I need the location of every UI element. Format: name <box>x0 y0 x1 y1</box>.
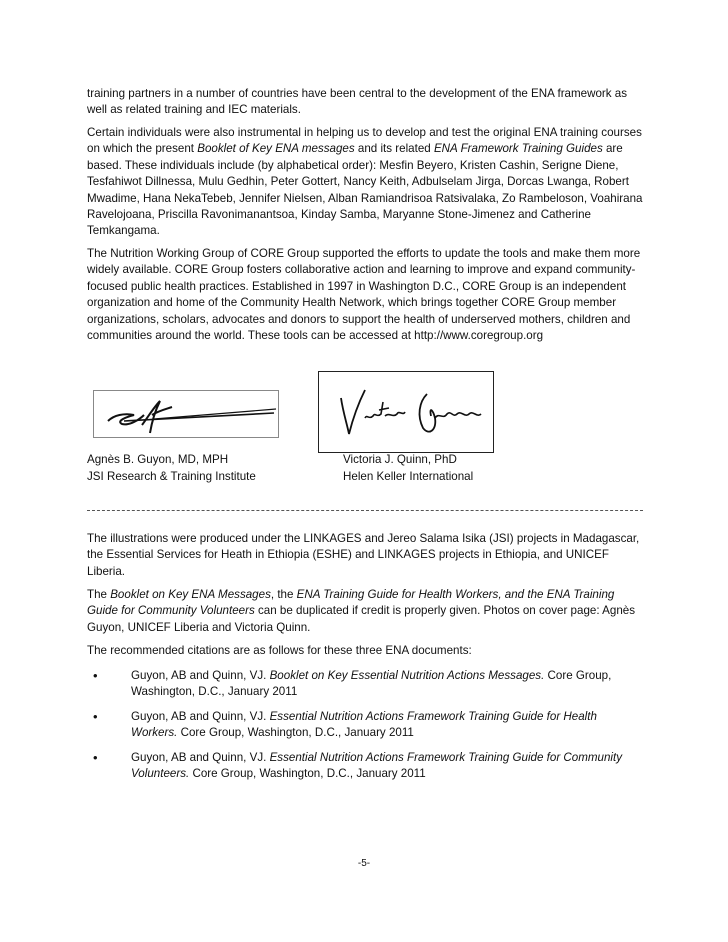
citation-title: Essential Nutrition Actions Framework Training Guide for Community Volunteers. <box>131 751 623 781</box>
signature-guyon <box>94 391 278 437</box>
guides-title: ENA Training Guide for Health Workers, and the ENA Training Guide for Community Volunteers <box>87 588 615 618</box>
booklet-title: Booklet on Key ENA Messages <box>110 588 271 601</box>
signer-right-name: Victoria J. Quinn, PhD <box>343 453 457 466</box>
paragraph-text: The recommended citations are as follows for these three ENA documents: <box>87 644 472 657</box>
text-run: and its related <box>354 142 434 156</box>
text-run: Certain individuals were also instrumental in helping us to develop and test the original ENA training courses on which the present <box>87 126 642 156</box>
citation-title: Essential Nutrition Actions Framework Training Guide for Health Workers. <box>131 710 597 740</box>
bullet-icon: • <box>93 668 98 683</box>
paragraph-text: training partners in a number of countries have been central to the development of the ENA framework as well as related training and IEC materials. <box>87 87 628 117</box>
signer-left-org: JSI Research & Training Institute <box>87 470 256 483</box>
booklet-title: Booklet of Key ENA messages <box>197 142 355 156</box>
paragraph-illustrations <box>87 531 647 580</box>
text-run: can be duplicated if credit is properly given. Photos on cover page: Agnès Guyon, UNICEF Liberia and Victoria Quinn. <box>87 604 636 634</box>
paragraph-text: The Nutrition Working Group of CORE Group supported the efforts to update the tools and make them more widely available. CORE Group fosters collaborative action and learning to improve and expand community-focused public health practices. Established in 1997 in Washington D.C., CORE Group is an independent organization and home of the Community Health Network, which brings together CORE Group member organizations, scholars, advocates and donors to support the health of underserved mothers, children and communities around the world. These tools can be accessed at http://www.coregroup.org <box>87 247 641 343</box>
text-run: Guyon, AB and Quinn, VJ. <box>131 710 270 723</box>
text-run: are based. These individuals include (by alphabetical order): Mesfin Beyero, Kristen Cashin, Serigne Diene, Tesfahiwot Dillnessa, Mulu Gedhin, Peter Gottert, Nancy Keith, Adbulselam Jirga, Dorcas Lwanga, Robert Mwadime, Hana NekaTebeb, Jennifer Nielsen, Alban Ramiandrisoa Ratsivalaka, Zo Rambeloson, Voahirana Ravelojoana, Priscilla Ravonimanantsoa, Kinday Samba, Maryanne Stone-Jimenez and Catherine Temkangama. <box>87 142 643 238</box>
signature-box-right <box>318 371 494 453</box>
signer-right-org: Helen Keller International <box>343 470 474 483</box>
paragraph-core-group <box>87 246 647 344</box>
paragraph-duplication <box>87 587 647 636</box>
text-run: Core Group, Washington, D.C., January 2011 <box>189 767 426 781</box>
signature-quinn <box>319 372 493 452</box>
bullet-icon: • <box>93 750 98 765</box>
bullet-icon: • <box>93 709 98 724</box>
page-number: -5- <box>357 858 371 869</box>
signer-left-name: Agnès B. Guyon, MD, MPH <box>87 453 229 466</box>
text-run: Guyon, AB and Quinn, VJ. <box>131 751 270 764</box>
dashed-divider <box>87 510 643 511</box>
text-run: , the <box>270 588 297 601</box>
citation-title: Booklet on Key Essential Nutrition Actions Messages. <box>269 669 545 682</box>
paragraph-text: The illustrations were produced under the LINKAGES and Jereo Salama Isika (JSI) projects in Madagascar, the Essential Services for Heath in Ethiopia (ESHE) and LINKAGES projects in Ethiopia, and UNICEF Liberia. <box>87 532 640 578</box>
citation-text <box>131 709 641 742</box>
paragraph-text <box>87 125 647 240</box>
citation-text <box>131 668 641 701</box>
paragraph-citations-intro <box>87 643 647 659</box>
citation-text <box>131 750 641 783</box>
text-run: Core Group, Washington, D.C., January 2011 <box>131 669 612 699</box>
paragraph-text <box>87 587 647 636</box>
signature-box-left <box>93 390 279 438</box>
text-run: The <box>87 588 111 601</box>
guides-title: ENA Framework Training Guides <box>433 142 603 156</box>
paragraph-individuals <box>87 125 647 240</box>
text-run: Guyon, AB and Quinn, VJ. <box>131 669 270 682</box>
paragraph-partners <box>87 86 647 119</box>
text-run: Core Group, Washington, D.C., January 2011 <box>177 726 414 740</box>
